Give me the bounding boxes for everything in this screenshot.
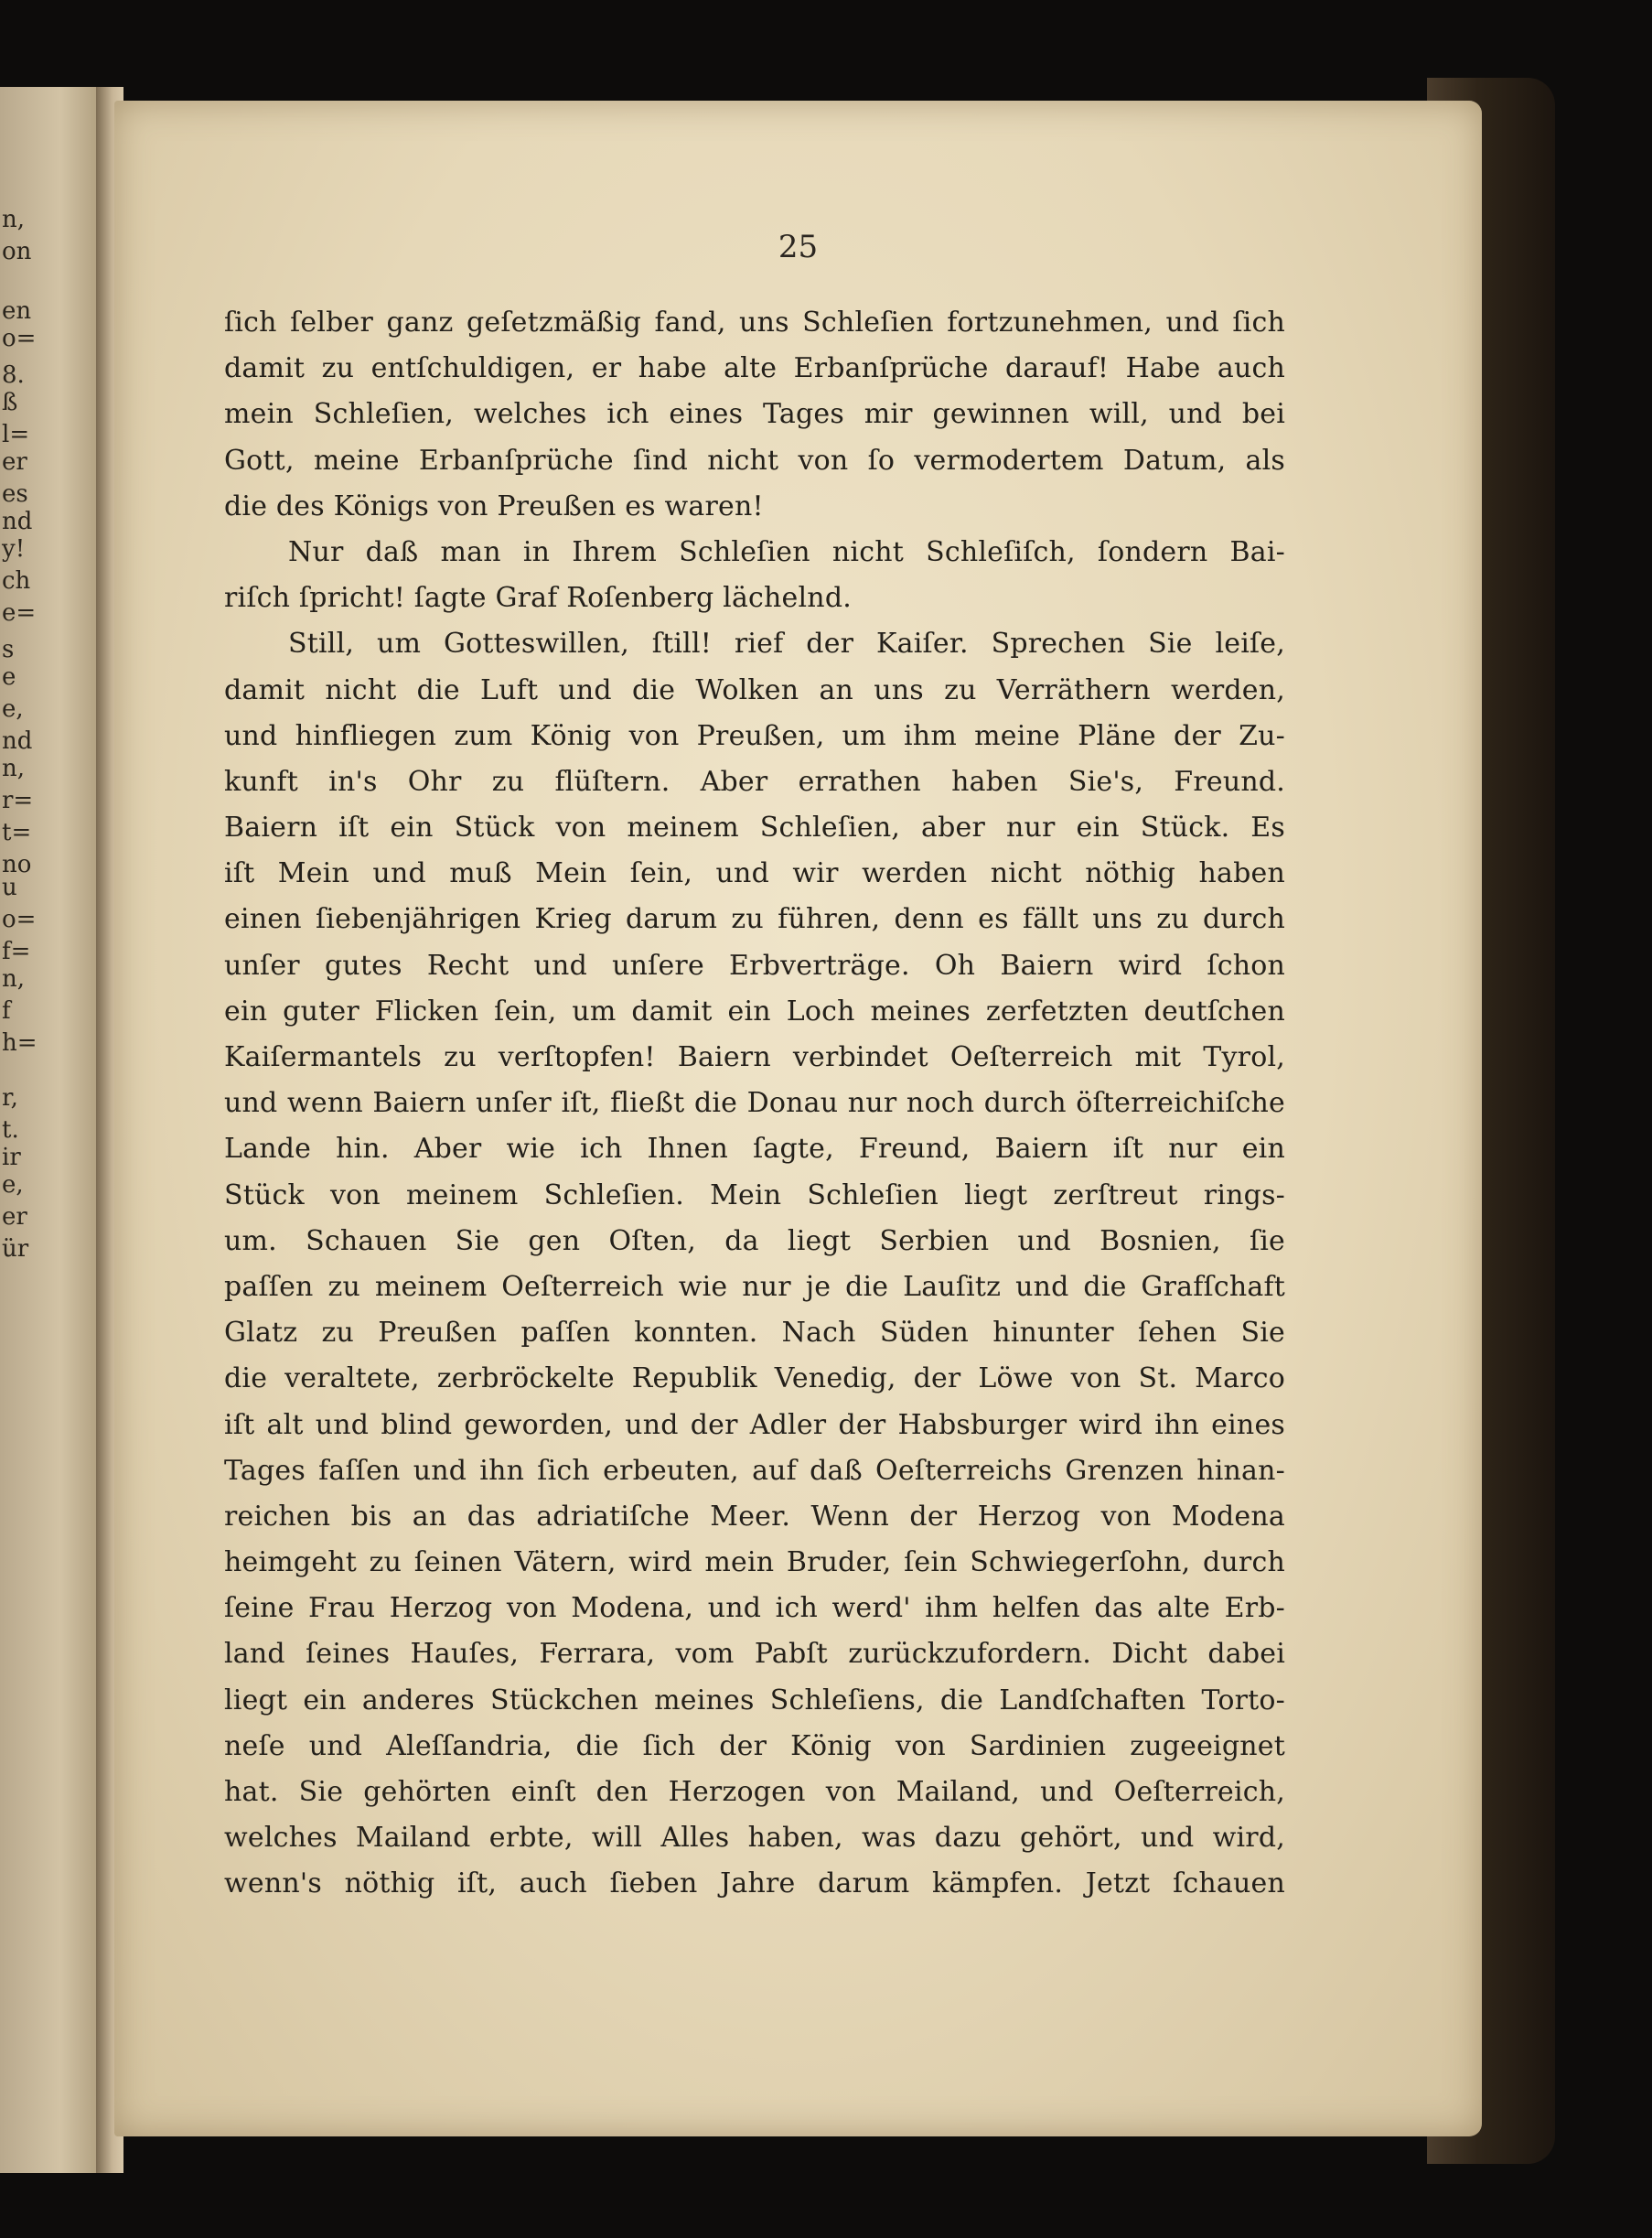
text-line: Still, um Gotteswillen, ſtill! rief der Kaiſer. Sprechen Sie leiſe,: [288, 628, 1285, 661]
book-page: [114, 101, 1482, 2136]
text-line: neſe und Aleſſandria, die ſich der König von Sardinien zugeeignet: [224, 1729, 1285, 1762]
text-line: Glatz zu Preußen paſſen konnten. Nach Süden hinunter ſehen Sie: [224, 1317, 1285, 1350]
text-line: Tages faſſen und ihn ſich erbeuten, auf daß Oeſterreichs Grenzen hinan-: [224, 1454, 1285, 1487]
left-page-fragment: t.: [2, 1116, 19, 1144]
left-page-fragment: nd: [2, 727, 33, 755]
left-page-fragment: o=: [2, 325, 37, 352]
left-page-fragment: f=: [2, 938, 31, 965]
text-line: reichen bis an das adriatiſche Meer. Wenn der Herzog von Modena: [224, 1500, 1285, 1533]
text-line: kunft in's Ohr zu flüſtern. Aber errathen haben Sie's, Freund.: [224, 765, 1285, 798]
left-page-fragment: ür: [2, 1235, 29, 1263]
left-page-fragment: e=: [2, 599, 37, 627]
text-line: ſich ſelber ganz geſetzmäßig fand, uns Schleſien fortzunehmen, und ſich: [224, 307, 1285, 339]
text-line: mein Schleſien, welches ich eines Tages mir gewinnen will, und bei: [224, 398, 1285, 431]
left-page-fragment: n,: [2, 755, 26, 782]
left-page-fragment: y!: [2, 535, 26, 563]
text-line: ein guter Flicken ſein, um damit ein Loch meines zerfetzten deutſchen: [224, 995, 1285, 1028]
left-page-fragment: en: [2, 297, 32, 325]
text-line: und wenn Baiern unſer iſt, fließt die Donau nur noch durch öſterreichiſche: [224, 1087, 1285, 1120]
left-page-fragment: ir: [2, 1144, 21, 1171]
text-line: riſch ſpricht! ſagte Graf Roſenberg lächelnd.: [224, 582, 852, 615]
left-page-fragment: e,: [2, 1171, 24, 1199]
left-page-fragment: er: [2, 1203, 27, 1231]
left-page-fragment: n,: [2, 965, 26, 993]
text-line: damit zu entſchuldigen, er habe alte Erbanſprüche darauf! Habe auch: [224, 352, 1285, 385]
left-page-fragment: es: [2, 480, 28, 508]
left-page-fragment: r,: [2, 1084, 18, 1112]
text-line: damit nicht die Luft und die Wolken an uns zu Verräthern werden,: [224, 673, 1285, 706]
left-page-fragment: nd: [2, 508, 33, 535]
page-text: [224, 300, 1285, 1908]
text-line: Gott, meine Erbanſprüche ſind nicht von ſo vermodertem Datum, als: [224, 444, 1285, 477]
left-page-fragment: no: [2, 851, 32, 878]
text-line: einen ſiebenjährigen Krieg darum zu führen, denn es fällt uns zu durch: [224, 903, 1285, 936]
text-line: Nur daß man in Ihrem Schleſien nicht Schleſiſch, ſondern Bai-: [288, 535, 1285, 568]
left-page-fragment: u: [2, 874, 17, 901]
left-page-fragment: n,: [2, 206, 26, 233]
page-number: 25: [778, 229, 819, 265]
text-line: paſſen zu meinem Oeſterreich wie nur je die Lauſitz und die Grafſchaft: [224, 1270, 1285, 1303]
text-line: iſt Mein und muß Mein ſein, und wir werden nicht nöthig haben: [224, 857, 1285, 890]
left-page-fragment: o=: [2, 906, 37, 933]
text-line: wenn's nöthig iſt, auch ſieben Jahre darum kämpfen. Jetzt ſchauen: [224, 1867, 1285, 1900]
text-line: Baiern iſt ein Stück von meinem Schleſien, aber nur ein Stück. Es: [224, 812, 1285, 845]
left-page-fragment: 8.: [2, 361, 25, 389]
text-line: die des Königs von Preußen es waren!: [224, 490, 764, 522]
left-page-fragment: h=: [2, 1029, 38, 1057]
left-page-fragment: on: [2, 238, 32, 265]
left-page-fragment: ß: [2, 389, 18, 416]
text-line: heimgeht zu ſeinen Vätern, wird mein Bruder, ſein Schwiegerſohn, durch: [224, 1546, 1285, 1579]
left-page-fragment: s: [2, 636, 15, 663]
text-line: iſt alt und blind geworden, und der Adler der Habsburger wird ihn eines: [224, 1408, 1285, 1441]
text-line: Kaiſermantels zu verſtopfen! Baiern verbindet Oeſterreich mit Tyrol,: [224, 1041, 1285, 1073]
left-page-fragment: e: [2, 663, 16, 691]
left-page-fragment: e,: [2, 695, 24, 723]
left-page-fragment: er: [2, 448, 27, 476]
left-page-fragment: f: [2, 997, 11, 1025]
text-line: Stück von meinem Schleſien. Mein Schleſien liegt zerſtreut rings-: [224, 1178, 1285, 1211]
text-line: um. Schauen Sie gen Oſten, da liegt Serbien und Bosnien, ſie: [224, 1224, 1285, 1257]
left-page-fragment: ch: [2, 567, 31, 595]
left-page-edge: [0, 87, 110, 2173]
left-page-fragment: l=: [2, 421, 30, 448]
text-line: hat. Sie gehörten einſt den Herzogen von Mailand, und Oeſterreich,: [224, 1776, 1285, 1808]
text-line: die veraltete, zerbröckelte Republik Venedig, der Löwe von St. Marco: [224, 1362, 1285, 1395]
text-line: land ſeines Hauſes, Ferrara, vom Pabſt zurückzufordern. Dicht dabei: [224, 1638, 1285, 1671]
left-page-fragment: t=: [2, 819, 32, 846]
text-line: welches Mailand erbte, will Alles haben, was dazu gehört, und wird,: [224, 1822, 1285, 1855]
left-page-fragment: r=: [2, 787, 34, 814]
text-line: liegt ein anderes Stückchen meines Schleſiens, die Landſchaften Torto-: [224, 1684, 1285, 1716]
text-line: Lande hin. Aber wie ich Ihnen ſagte, Freund, Baiern iſt nur ein: [224, 1133, 1285, 1166]
text-line: unſer gutes Recht und unſere Erbverträge. Oh Baiern wird ſchon: [224, 949, 1285, 982]
text-line: ſeine Frau Herzog von Modena, und ich werd' ihm helfen das alte Erb-: [224, 1592, 1285, 1625]
text-line: und hinfliegen zum König von Preußen, um ihm meine Pläne der Zu-: [224, 719, 1285, 752]
